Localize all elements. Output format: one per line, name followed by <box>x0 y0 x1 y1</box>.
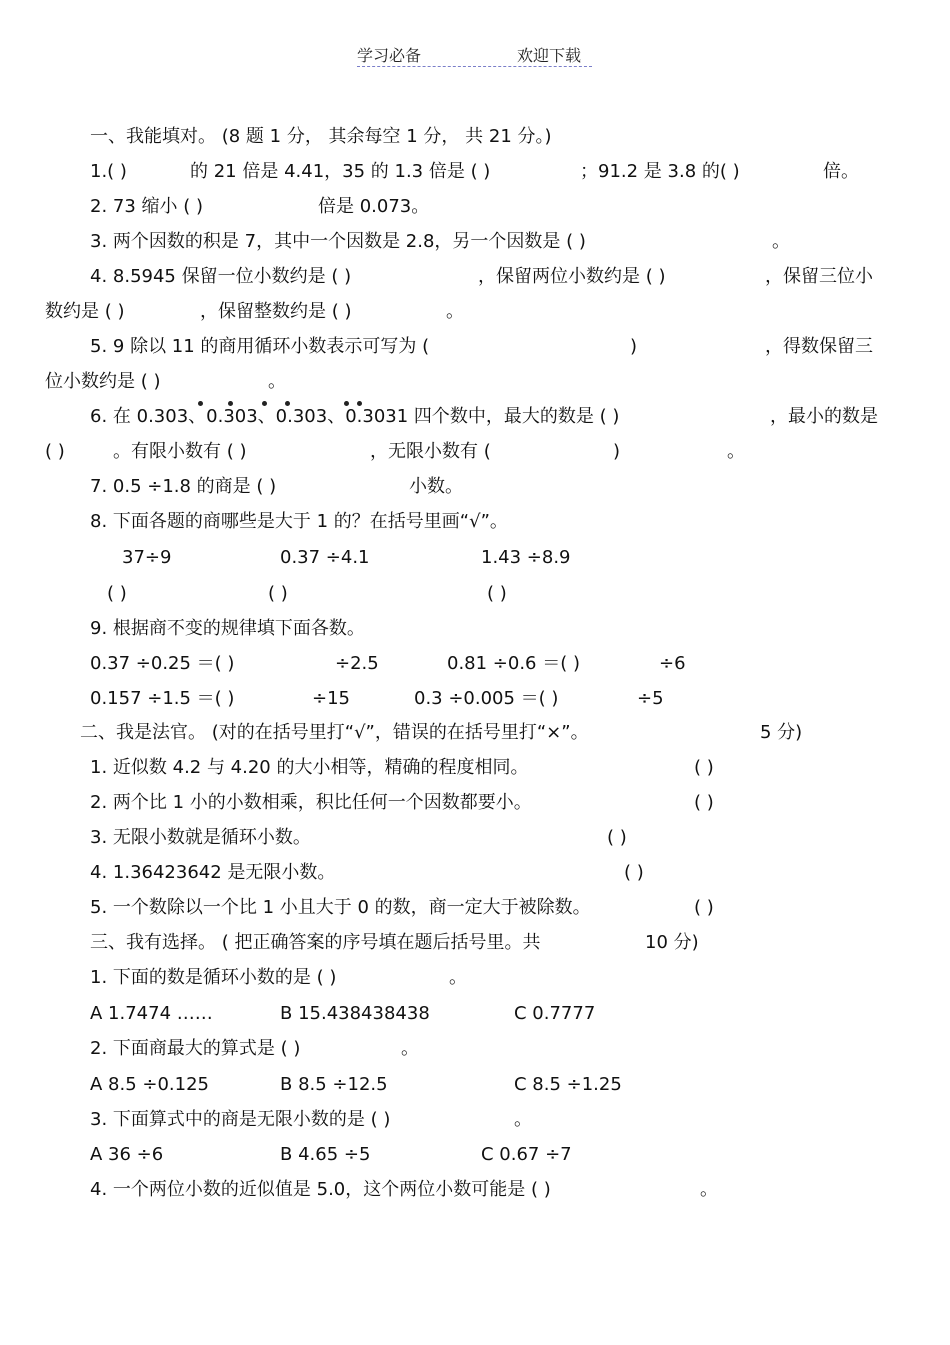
question-line <box>0 821 950 855</box>
line-text: 倍。 <box>823 161 859 182</box>
line-text: 5. 9 除以 11 的商用循环小数表示可写为 ( <box>90 336 430 357</box>
line-text: 2. 两个比 1 小的小数相乘，积比任何一个因数都要小。 <box>90 792 532 813</box>
line-text: ( ) <box>694 792 714 813</box>
question-line <box>0 961 950 995</box>
question-line <box>0 716 950 750</box>
line-text: C 0.67 ÷7 <box>481 1144 572 1165</box>
line-text: 4. 1.36423642 是无限小数。 <box>90 862 336 883</box>
line-text: 2. 73 缩小 ( ) <box>90 196 204 217</box>
line-text: 1. 下面的数是循环小数的是 ( ) <box>90 967 337 988</box>
repeat-dot <box>285 401 290 406</box>
line-text: 。 <box>700 1179 718 1200</box>
question-line <box>0 190 950 224</box>
page-header <box>357 40 592 67</box>
header-right-text: 欢迎下载 <box>517 46 582 65</box>
question-line <box>0 400 950 434</box>
line-text: 5. 一个数除以一个比 1 小且大于 0 的数，商一定大于被除数。 <box>90 897 591 918</box>
question-line <box>0 891 950 925</box>
line-text: ( ) <box>694 757 714 778</box>
question-line <box>0 577 950 611</box>
line-text: 数约是 ( ) <box>45 301 125 322</box>
repeat-dot <box>198 401 203 406</box>
line-text: 3. 两个因数的积是 7，其中一个因数是 2.8，另一个因数是 ( ) <box>90 231 586 252</box>
line-text: 3. 无限小数就是循环小数。 <box>90 827 311 848</box>
question-line <box>0 1138 950 1172</box>
line-text: 位小数约是 ( ) <box>45 371 161 392</box>
line-text: ( ) <box>694 897 714 918</box>
line-text: 1. 近似数 4.2 与 4.20 的大小相等，精确的程度相同。 <box>90 757 529 778</box>
question-line <box>0 435 950 469</box>
line-text: B 4.65 ÷5 <box>280 1144 371 1165</box>
repeat-dot <box>344 401 349 406</box>
line-text: 。 <box>727 441 745 462</box>
line-text: ( ) <box>624 862 644 883</box>
line-text: 37÷9 <box>122 547 172 568</box>
repeat-dot <box>228 401 233 406</box>
line-text: 倍是 0.073。 <box>318 196 430 217</box>
line-text: 。 <box>449 967 467 988</box>
question-line <box>0 682 950 716</box>
question-line <box>0 365 950 399</box>
question-line <box>0 1103 950 1137</box>
line-text: 10 分) <box>645 932 699 953</box>
question-line <box>0 1068 950 1102</box>
line-text: 。 <box>514 1109 532 1130</box>
line-text: 5 分) <box>760 722 803 743</box>
question-line <box>0 330 950 364</box>
line-text: A 8.5 ÷0.125 <box>90 1074 209 1095</box>
line-text: ( ) <box>268 583 288 604</box>
line-text: 7. 0.5 ÷1.8 的商是 ( ) <box>90 476 277 497</box>
line-text: ( ) <box>45 441 65 462</box>
question-line <box>0 155 950 189</box>
line-text: 。有限小数有 ( ) <box>113 441 247 462</box>
line-text: 9. 根据商不变的规律填下面各数。 <box>90 618 365 639</box>
question-line <box>0 1173 950 1207</box>
line-text: 一、我能填对。 (8 题 1 分， 其余每空 1 分， 共 21 分。) <box>90 126 552 147</box>
question-line <box>0 295 950 329</box>
line-text: A 36 ÷6 <box>90 1144 164 1165</box>
repeat-dot <box>262 401 267 406</box>
question-line <box>0 926 950 960</box>
question-line <box>0 997 950 1031</box>
line-text: 0.37 ÷0.25 ＝( ) <box>90 653 235 674</box>
line-text: 。 <box>446 301 464 322</box>
line-text: 的 21 倍是 4.41，35 的 1.3 倍是 ( ) <box>190 161 491 182</box>
line-text: ；91.2 是 3.8 的( ) <box>580 161 740 182</box>
line-text: ，保留整数约是 ( ) <box>200 301 352 322</box>
line-text: ) <box>630 336 638 357</box>
line-text: 3. 下面算式中的商是无限小数的是 ( ) <box>90 1109 391 1130</box>
line-text: ÷2.5 <box>335 653 379 674</box>
header-left-text: 学习必备 <box>357 46 422 65</box>
line-text: 。 <box>401 1038 419 1059</box>
question-line <box>0 751 950 785</box>
line-text: 1.( ) <box>90 161 127 182</box>
question-line <box>0 225 950 259</box>
line-text: 0.81 ÷0.6 ＝( ) <box>447 653 580 674</box>
question-line <box>0 505 950 539</box>
question-line <box>0 1032 950 1066</box>
line-text: ÷5 <box>637 688 664 709</box>
line-text: 1.43 ÷8.9 <box>481 547 571 568</box>
line-text: B 15.438438438 <box>280 1003 430 1024</box>
line-text: ÷15 <box>312 688 350 709</box>
line-text: 。 <box>772 231 790 252</box>
line-text: ( ) <box>107 583 127 604</box>
line-text: 6. 在 0.303、0.303、0.303、0.3031 四个数中，最大的数是 ( ) <box>90 406 620 427</box>
line-text: 0.37 ÷4.1 <box>280 547 370 568</box>
line-text: 8. 下面各题的商哪些是大于 1 的？在括号里画“√”。 <box>90 511 508 532</box>
line-text: ，无限小数有 ( <box>370 441 491 462</box>
question-line <box>0 647 950 681</box>
question-line <box>0 120 950 154</box>
line-text: 小数。 <box>409 476 463 497</box>
line-text: ( ) <box>607 827 627 848</box>
question-line <box>0 541 950 575</box>
line-text: ，保留三位小 <box>765 266 873 287</box>
line-text: 4. 一个两位小数的近似值是 5.0，这个两位小数可能是 ( ) <box>90 1179 551 1200</box>
repeat-dot <box>357 401 362 406</box>
line-text: 4. 8.5945 保留一位小数约是 ( ) <box>90 266 352 287</box>
line-text: C 8.5 ÷1.25 <box>514 1074 622 1095</box>
line-text: 三、我有选择。 ( 把正确答案的序号填在题后括号里。共 <box>90 932 541 953</box>
line-text: 二、我是法官。 (对的在括号里打“√”，错误的在括号里打“×”。 <box>80 722 589 743</box>
line-text: ) <box>613 441 621 462</box>
line-text: ，得数保留三 <box>765 336 873 357</box>
question-line <box>0 470 950 504</box>
question-line <box>0 612 950 646</box>
line-text: 0.157 ÷1.5 ＝( ) <box>90 688 235 709</box>
line-text: ，保留两位小数约是 ( ) <box>478 266 666 287</box>
line-text: 2. 下面商最大的算式是 ( ) <box>90 1038 301 1059</box>
line-text: 0.3 ÷0.005 ＝( ) <box>414 688 559 709</box>
line-text: ，最小的数是 <box>770 406 878 427</box>
line-text: B 8.5 ÷12.5 <box>280 1074 388 1095</box>
line-text: C 0.7777 <box>514 1003 596 1024</box>
line-text: ÷6 <box>659 653 686 674</box>
question-line <box>0 856 950 890</box>
line-text: ( ) <box>487 583 507 604</box>
question-line <box>0 260 950 294</box>
line-text: 。 <box>268 371 286 392</box>
question-line <box>0 786 950 820</box>
line-text: A 1.7474 …… <box>90 1003 213 1024</box>
